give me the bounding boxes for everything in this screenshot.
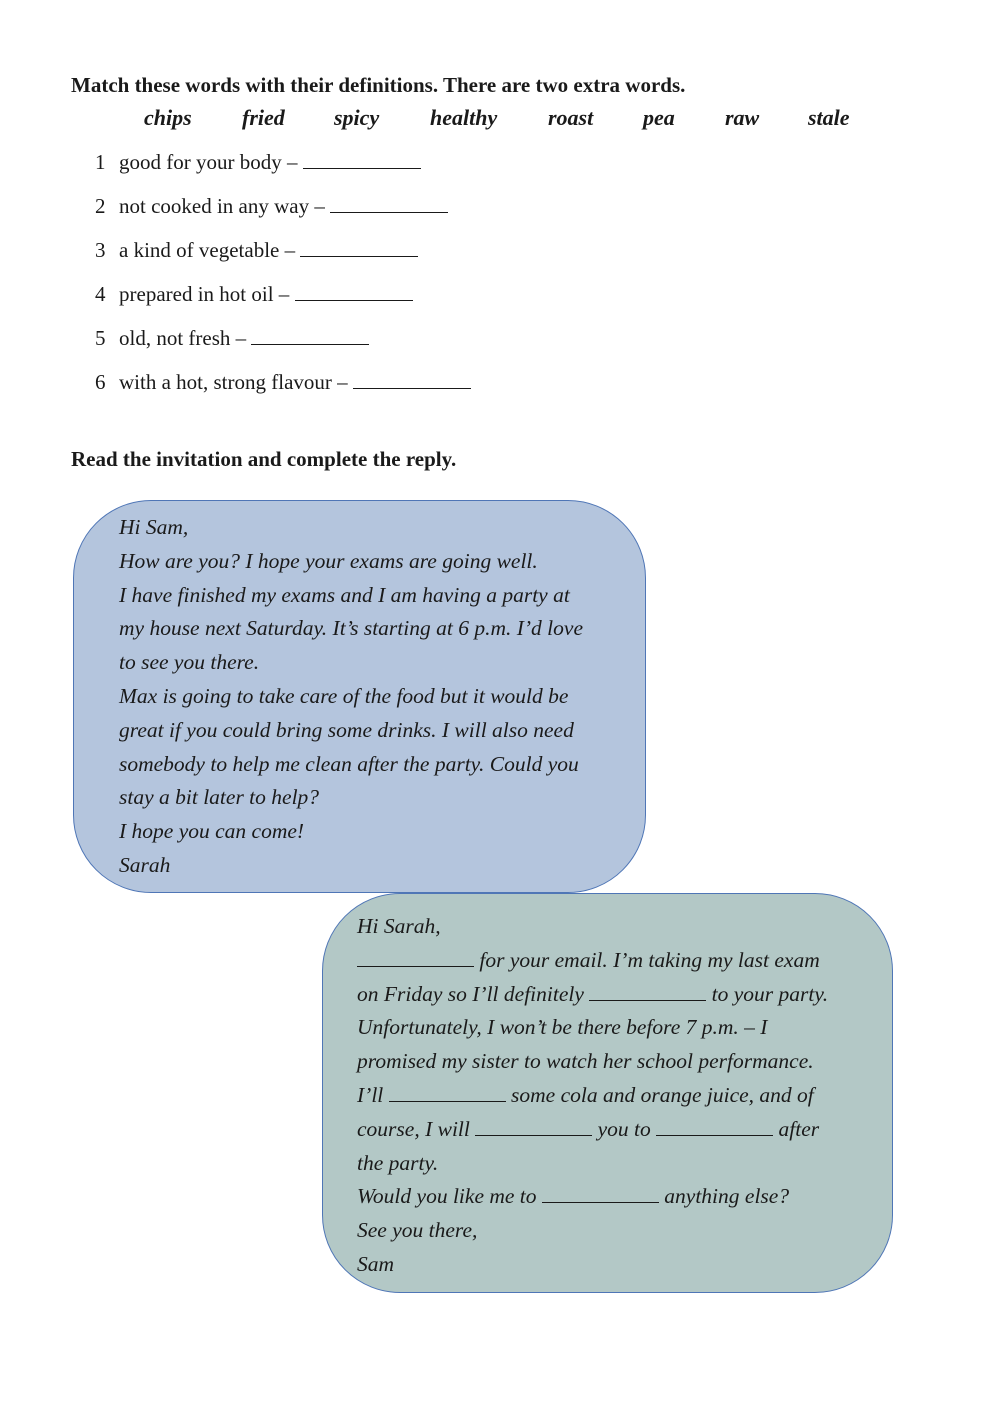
item-number: 5 — [95, 326, 106, 350]
item-definition: with a hot, strong flavour – — [119, 370, 348, 394]
item-number: 3 — [95, 238, 106, 262]
item-number: 1 — [95, 150, 106, 174]
item-number: 4 — [95, 282, 106, 306]
reply-blank-3[interactable] — [389, 1083, 506, 1102]
reply-text: some cola and orange juice, and of — [511, 1082, 814, 1107]
reply-blank-1[interactable] — [357, 948, 474, 967]
item-number: 2 — [95, 194, 106, 218]
word-bank-healthy: healthy — [430, 105, 498, 130]
item-definition: prepared in hot oil – — [119, 282, 290, 306]
exercise-1-instruction: Match these words with their definitions. There are two extra words. — [71, 73, 686, 97]
reply-text: after — [778, 1116, 820, 1141]
word-bank-raw: raw — [725, 105, 760, 130]
answer-blank[interactable] — [303, 150, 421, 169]
item-definition: old, not fresh – — [119, 326, 247, 350]
invitation-line: somebody to help me clean after the party. Could you — [119, 751, 579, 776]
reply-text: for your email. I’m taking my last exam — [479, 947, 820, 972]
exercise-2-instruction: Read the invitation and complete the reply. — [71, 447, 457, 471]
word-bank-chips: chips — [144, 105, 192, 130]
list-item — [95, 282, 413, 307]
reply-text: to your party. — [711, 981, 829, 1006]
answer-blank[interactable] — [330, 194, 448, 213]
reply-text: Would you like me to — [357, 1184, 537, 1209]
reply-line: See you there, — [357, 1218, 478, 1243]
reply-line: the party. — [357, 1150, 439, 1175]
reply-line — [357, 978, 892, 1012]
invitation-line: stay a bit later to help? — [119, 785, 320, 810]
item-definition: good for your body – — [119, 150, 298, 174]
item-definition: not cooked in any way – — [119, 194, 325, 218]
invitation-line: How are you? I hope your exams are going well. — [119, 548, 538, 573]
word-bank-pea: pea — [643, 105, 675, 130]
invitation-bubble — [73, 500, 646, 893]
invitation-line: to see you there. — [119, 650, 260, 675]
answer-blank[interactable] — [295, 282, 413, 301]
invitation-line: I hope you can come! — [119, 819, 305, 844]
reply-signature: Sam — [357, 1251, 395, 1276]
answer-blank[interactable] — [251, 326, 369, 345]
item-number: 6 — [95, 370, 106, 394]
invitation-line: I have finished my exams and I am having a party at — [119, 582, 570, 607]
reply-text: course, I will — [357, 1116, 470, 1141]
invitation-line: great if you could bring some drinks. I will also need — [119, 717, 574, 742]
list-item — [95, 370, 471, 395]
reply-line: Unfortunately, I won’t be there before 7 p.m. – I — [357, 1015, 768, 1040]
reply-greeting: Hi Sarah, — [357, 914, 441, 938]
reply-text: you to — [597, 1116, 651, 1141]
reply-line — [357, 944, 892, 978]
list-item — [95, 194, 448, 219]
reply-text: on Friday so I’ll definitely — [357, 981, 584, 1006]
word-bank-stale: stale — [808, 105, 850, 130]
word-bank-roast: roast — [548, 105, 594, 130]
invitation-line: Hi Sam, — [119, 515, 189, 539]
reply-line — [357, 1113, 892, 1147]
list-item — [95, 150, 421, 175]
reply-blank-6[interactable] — [542, 1184, 659, 1203]
reply-blank-5[interactable] — [656, 1117, 773, 1136]
invitation-signature: Sarah — [119, 852, 171, 877]
answer-blank[interactable] — [300, 238, 418, 257]
reply-line: promised my sister to watch her school performance. — [357, 1049, 814, 1074]
reply-text: I’ll — [357, 1082, 384, 1107]
list-item — [95, 326, 369, 351]
reply-blank-2[interactable] — [589, 982, 706, 1001]
item-definition: a kind of vegetable – — [119, 238, 296, 262]
list-item — [95, 238, 418, 263]
reply-blank-4[interactable] — [475, 1117, 592, 1136]
word-bank-fried: fried — [242, 105, 285, 130]
reply-text: anything else? — [664, 1184, 790, 1209]
reply-line — [357, 1180, 892, 1214]
invitation-line: my house next Saturday. It’s starting at 6 p.m. I’d love — [119, 616, 583, 641]
reply-line — [357, 1079, 892, 1113]
reply-bubble — [322, 893, 893, 1293]
invitation-line: Max is going to take care of the food but it would be — [119, 683, 569, 708]
word-bank-spicy: spicy — [334, 105, 380, 130]
answer-blank[interactable] — [353, 370, 471, 389]
